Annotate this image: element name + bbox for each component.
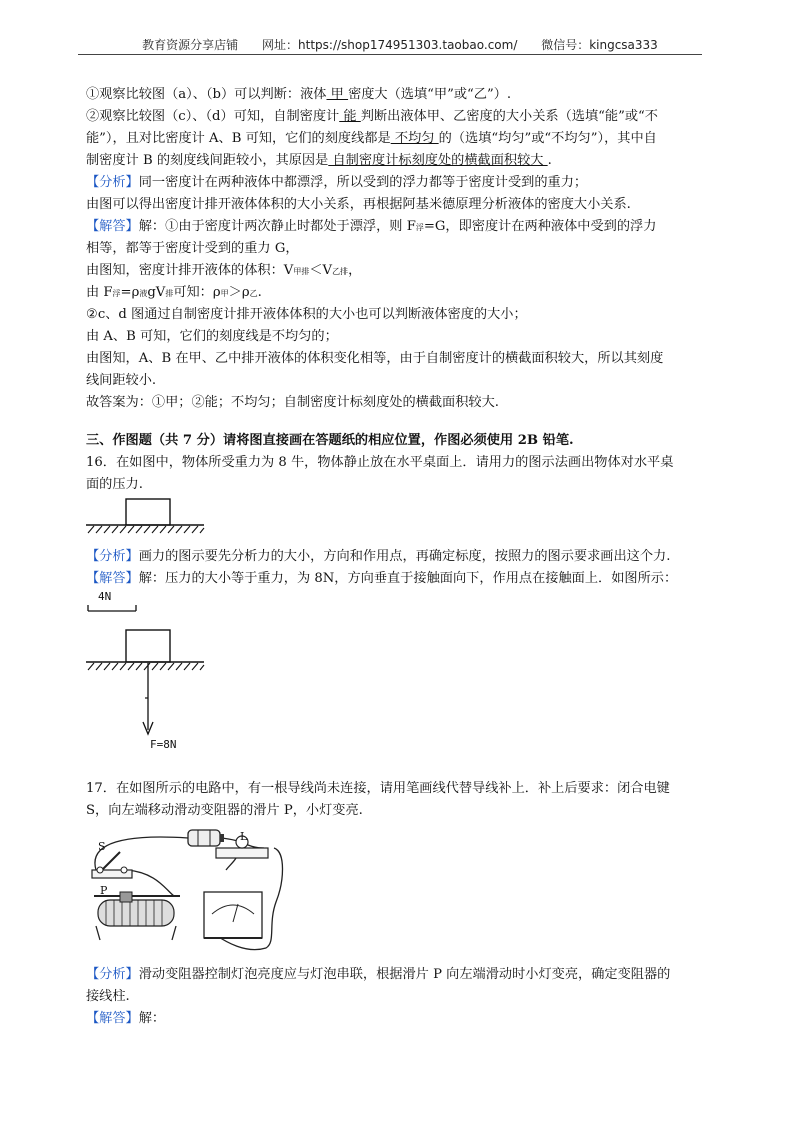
q15-answer-6-line: 由 A、B 可知，它们的刻度线是不均匀的； [86,329,338,344]
force-label: F=8N [150,738,177,751]
header-url[interactable]: 网址：https://shop174951303.taobao.com/ [262,38,518,52]
header-divider [78,54,702,55]
q15-answer-7-line: 由图知，A、B 在甲、乙中排开液体的体积变化相等，由于自制密度计的横截面积较大，所以其刻度 [86,351,664,366]
switch-lever [102,852,120,870]
q15-analysis-2: 由图可以得出密度计排开液体体积的大小关系，再根据阿基米德原理分析液体的密度大小关系. [86,197,631,212]
lamp-base [216,848,268,858]
q15-answer-4: 自制密度计标刻度处的横截面积较大 [328,153,548,168]
q15-answer-1: 甲 [326,87,349,102]
rheostat-slider [120,892,132,902]
q15-line-1: ①观察比较图（a）、（b）可以判断：液体 甲 密度大（选填“甲”或“乙”）. [86,87,512,102]
battery [188,830,220,846]
answer-tag: 【解答】 [86,219,139,234]
q17-circuit-figure [86,822,296,954]
q15-analysis-1: 【分析】同一密度计在两种液体中都漂浮，所以受到的浮力都等于密度计受到的重力； [86,175,588,190]
rheostat-coil [98,900,174,926]
label-l: L [240,830,248,843]
block-shape [126,499,170,525]
q15-answer-3: 不均匀 [390,131,439,146]
q15-answer-2-line: 相等，都等于密度计受到的重力 G， [86,241,299,256]
q15-answer-2: 能 [339,109,361,124]
q17-answer: 【解答】解： [86,1011,166,1026]
q17-analysis-1: 【分析】滑动变阻器控制灯泡亮度应与灯泡串联，根据滑片 P 向左端滑动时小灯变亮，确定变阻器的 [86,967,671,982]
q17-line-2: S，向左端移动滑动变阻器的滑片 P，小灯变亮. [86,803,363,818]
q15-line-4: 制密度计 B 的刻度线间距较小，其原因是 自制密度计标刻度处的横截面积较大 . [86,153,552,168]
q15-answer-8-line: 线间距较小. [86,373,157,388]
table-hatching [88,663,204,670]
q15-answer-1-line: 【解答】解：①由于密度计两次静止时都处于漂浮，则 F浮=G，即密度计在两种液体中受到的浮力 [86,219,657,234]
q16-line-1: 16．在如图中，物体所受重力为 8 牛，物体静止放在水平桌面上．请用力的图示法画出物体对水平桌 [86,455,674,470]
q15-answer-3-line: 由图知，密度计排开液体的体积：V甲排＜V乙排， [86,263,362,278]
q16-analysis: 【分析】画力的图示要先分析力的大小，方向和作用点，再确定标度，按照力的图示要求画出这个力. [86,549,671,564]
label-p: P [100,884,108,897]
q17-analysis-2: 接线柱. [86,989,130,1004]
analysis-tag: 【分析】 [86,175,139,190]
label-s: S [98,840,106,853]
q15-answer-5-line: ②c、d 图通过自制密度计排开液体体积的大小也可以判断液体密度的大小； [86,307,527,322]
header-shop: 教育资源分享店铺 [142,38,239,52]
q17-line-1: 17．在如图所示的电路中，有一根导线尚未连接，请用笔画线代替导线补上．补上后要求：闭合电键 [86,781,670,796]
q15-final-answer: 故答案为：①甲；②能；不均匀；自制密度计标刻度处的横截面积较大. [86,395,500,410]
q15-line-3: 能”），且对比密度计 A、B 可知，它们的刻度线都是 不均匀 的（选填“均匀”或“不均匀”），其中自 [86,131,657,146]
ammeter [204,892,262,938]
page-header [0,36,800,53]
scale-bar [86,603,146,613]
q16-block-on-table-figure [86,496,208,538]
q16-answer: 【解答】解：压力的大小等于重力，为 8N，方向垂直于接触面向下，作用点在接触面上．如图所示： [86,571,678,586]
q15-line-2: ②观察比较图（c）、（d）可知，自制密度计 能 判断出液体甲、乙密度的大小关系（选填“能”或“不 [86,109,658,124]
q16-line-2: 面的压力. [86,477,143,492]
scale-label: 4N [98,590,112,603]
table-hatching [88,526,204,533]
section-3-title: 三、作图题（共 7 分）请将图直接画在答题纸的相应位置，作图必须使用 2B 铅笔. [86,433,574,448]
header-wechat: 微信号：kingcsa333 [541,38,658,52]
q15-answer-4-line: 由 F浮=ρ液gV排可知：ρ甲＞ρ乙. [86,285,262,300]
block-shape [126,630,170,662]
q16-force-diagram [86,626,208,738]
